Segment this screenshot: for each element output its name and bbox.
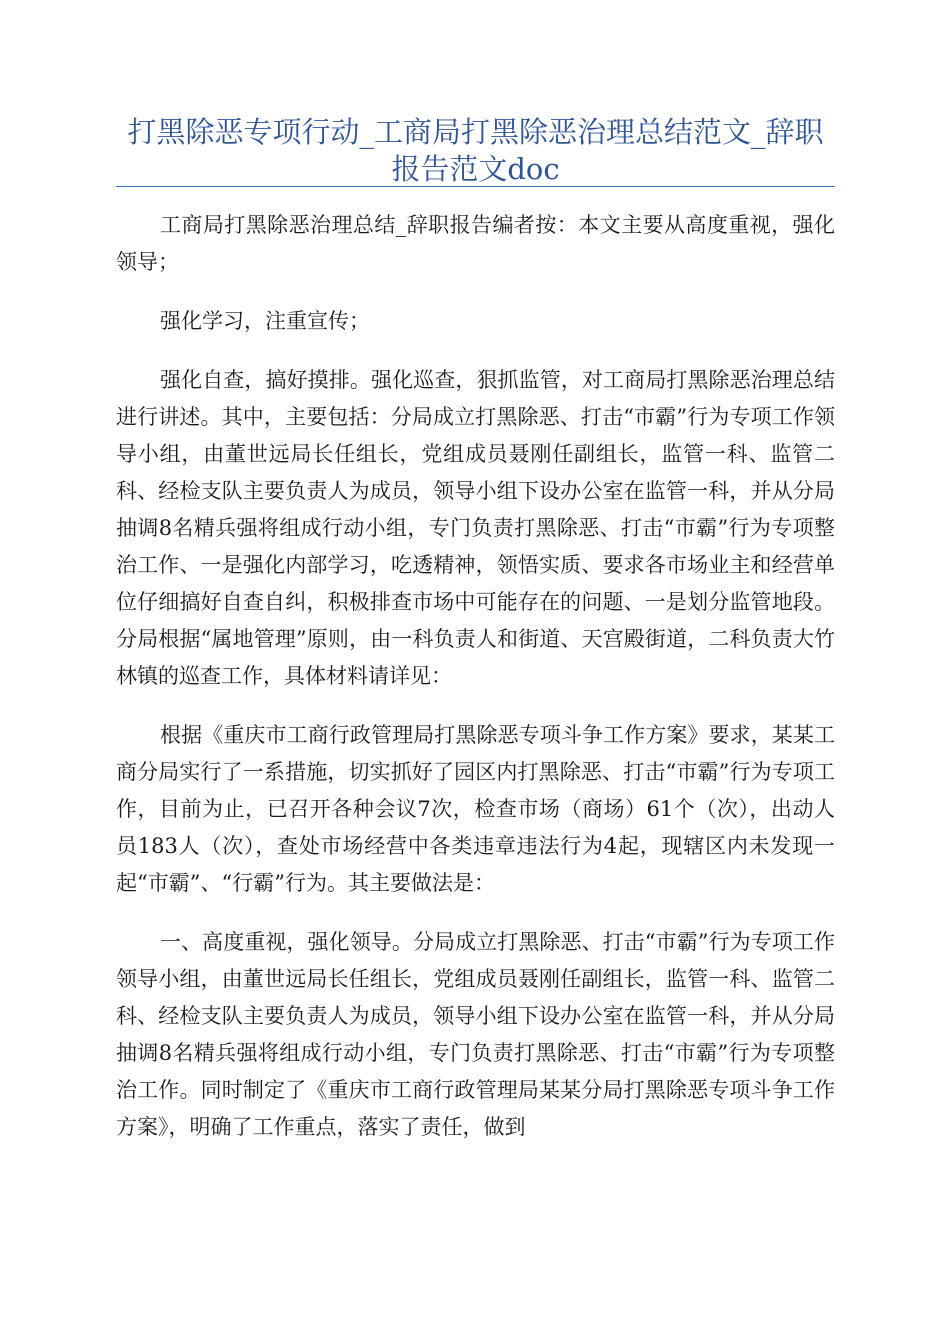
document-body	[116, 207, 835, 1168]
document-title: 打黑除恶专项行动_工商局打黑除恶治理总结范文_辞职报告范文doc	[127, 115, 824, 186]
title-divider	[116, 186, 835, 187]
paragraph-self-inspection: 强化自查，搞好摸排。强化巡查，狠抓监管，对工商局打黑除恶治理总结进行讲述。其中，主要包括：分局成立打黑除恶、打击“市霸”行为专项工作领导小组，由董世远局长任组长，党组成员聂刚任副组长，监管一科、监管二科、经检支队主要负责人为成员，领导小组下设办公室在监管一科，并从分局抽调8名精兵强将组成行动小组，专门负责打黑除恶、打击“市霸”行为专项整治工作、一是强化内部学习，吃透精神，领悟实质、要求各市场业主和经营单位仔细搞好自查自纠，积极排查市场中可能存在的问题、一是划分监管地段。分局根据“属地管理”原则，由一科负责人和街道、天宫殿街道，二科负责大竹林镇的巡查工作，具体材料请详见：	[116, 368, 835, 688]
paragraph-section-one: 一、高度重视，强化领导。分局成立打黑除恶、打击“市霸”行为专项工作领导小组，由董世远局长任组长，党组成员聂刚任副组长，监管一科、监管二科、经检支队主要负责人为成员，领导小组下设办公室在监管一科，并从分局抽调8名精兵强将组成行动小组，专门负责打黑除恶、打击“市霸”行为专项整治工作。同时制定了《重庆市工商行政管理局某某分局打黑除恶专项斗争工作方案》，明确了工作重点，落实了责任，做到	[116, 930, 835, 1139]
title-block	[116, 114, 835, 188]
paragraph-study-publicity: 强化学习，注重宣传；	[160, 309, 370, 333]
paragraph-editor-note: 工商局打黑除恶治理总结_辞职报告编者按：本文主要从高度重视，强化领导；	[116, 213, 835, 274]
paragraph-work-plan: 根据《重庆市工商行政管理局打黑除恶专项斗争工作方案》要求，某某工商分局实行了一系措施，切实抓好了园区内打黑除恶、打击“市霸”行为专项工作，目前为止，已召开各种会议7次，检查市场（商场）61个（次），出动人员183人（次），查处市场经营中各类违章违法行为4起，现辖区内未发现一起“市霸”、“行霸”行为。其主要做法是：	[116, 723, 835, 895]
